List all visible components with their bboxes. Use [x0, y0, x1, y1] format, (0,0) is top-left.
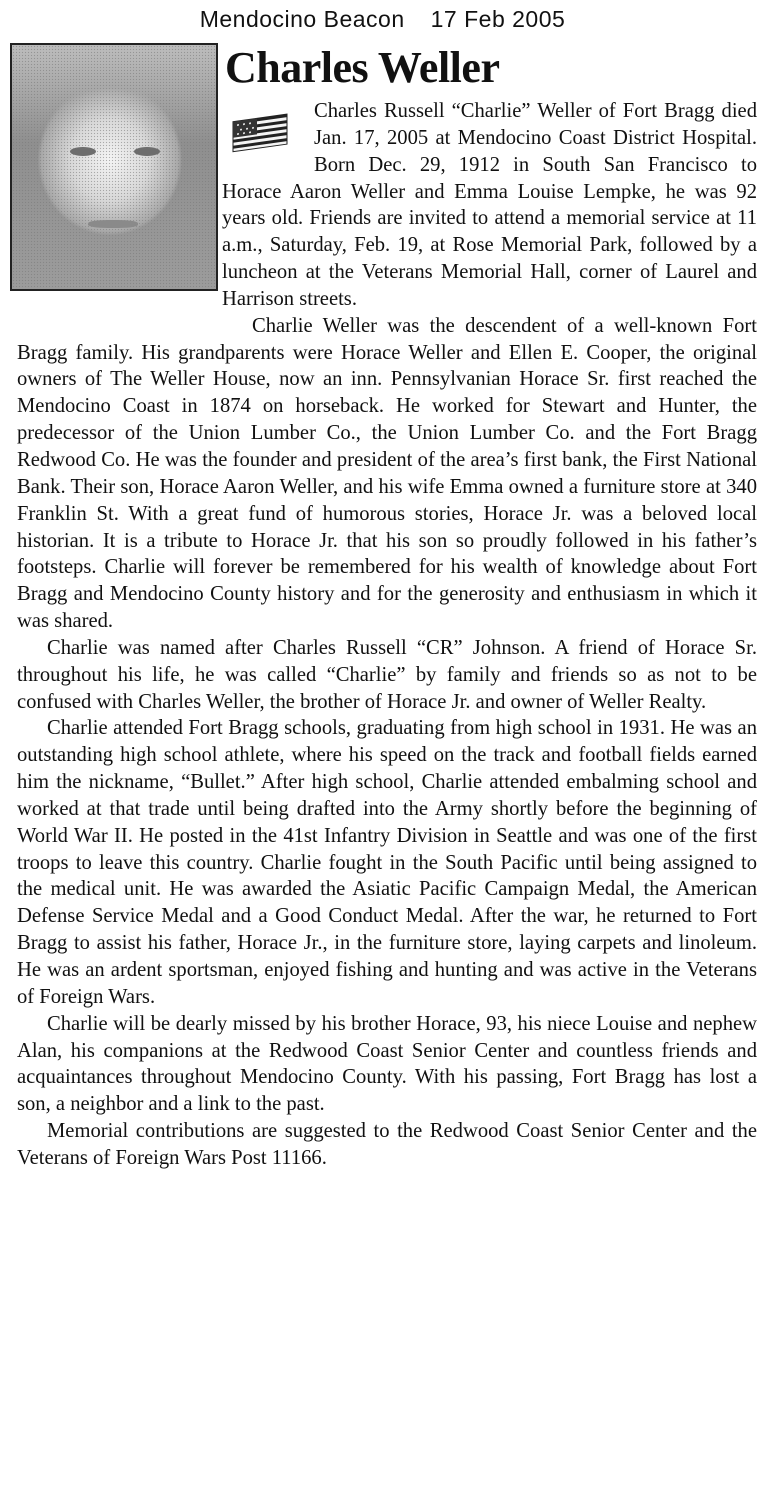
photo-eye-left — [70, 147, 96, 156]
obituary-title: Charles Weller — [225, 43, 500, 92]
newspaper-source: Mendocino Beacon — [199, 6, 405, 32]
newspaper-header — [0, 6, 765, 33]
paragraph-1: Charles Russell “Charlie” Weller of Fort Bragg died Jan. 17, 2005 at Mendocino Coast District Hospital. Born Dec. 29, 1912 in South San Francisco to Horace Aaron Weller and Emma Louise Lempke, he was 92 years old. Friends are invited to attend a memorial service at 11 a.m., Saturday, Feb. 19, at Rose Memorial Park, followed by a luncheon at the Veterans Memorial Hall, corner of Laurel and Harrison streets. — [222, 100, 757, 310]
paragraph-6: Memorial contributions are suggested to the Redwood Coast Senior Center and the Veterans of Foreign Wars Post 11166. — [17, 1120, 757, 1169]
photo-wrap-space — [17, 98, 222, 313]
photo-eye-right — [134, 147, 160, 156]
paragraph-2: Charlie Weller was the descendent of a well-known Fort Bragg family. His grandparents were Horace Weller and Ellen E. Cooper, the original owners of The Weller House, now an inn. Pennsylvanian Horace Sr. first reached the Mendocino Coast in 1874 on horseback. He worked for Stewart and Hunter, the predecessor of the Union Lumber Co., the Union Lumber Co. and the Fort Bragg Redwood Co. He was the founder and president of the area’s first bank, the First National Bank. Their son, Horace Aaron Weller, and his wife Emma owned a furniture store at 340 Franklin St. With a great fund of humorous stories, Horace Jr. was a beloved local historian. It is a tribute to Horace Jr. that his son so proudly followed in his father’s footsteps. Charlie will forever be remembered for his wealth of knowledge about Fort Bragg and Mendocino County history and for the generosity and enthusiasm in which it was shared. — [17, 314, 757, 633]
flag-wrap-space — [226, 98, 314, 152]
paragraph-3: Charlie was named after Charles Russell “CR” Johnson. A friend of Horace Sr. throughout his life, he was called “Charlie” by family and friends so as not to be confused with Charles Weller, the brother of Horace Jr. and owner of Weller Realty. — [17, 636, 757, 713]
paragraph-4: Charlie attended Fort Bragg schools, graduating from high school in 1931. He was an outstanding high school athlete, where his speed on the track and football fields earned him the nickname, “Bullet.” After high school, Charlie attended embalming school and worked at that trade until being drafted into the Army shortly before the beginning of World War II. He posted in the 41st Infantry Division in Seattle and was one of the first troops to leave this country. Charlie fought in the South Pacific until being assigned to the medical unit. He was awarded the Asiatic Pacific Campaign Medal, the American Defense Service Medal and a Good Conduct Medal. After the war, he returned to Fort Bragg to assist his father, Horace Jr., in the furniture store, laying carpets and linoleum. He was an ardent sportsman, enjoyed fishing and hunting and was active in the Veterans of Foreign Wars. — [17, 717, 757, 1008]
paragraph-5: Charlie will be dearly missed by his brother Horace, 93, his niece Louise and nephew Alan, his companions at the Redwood Coast Senior Center and countless friends and acquaintances throughout Mendocino County. With his passing, Fort Bragg has lost a son, a neighbor and a link to the past. — [17, 1012, 757, 1116]
publication-date: 17 Feb 2005 — [430, 6, 566, 32]
obituary-body — [17, 98, 757, 1172]
photo-mouth — [88, 220, 138, 228]
